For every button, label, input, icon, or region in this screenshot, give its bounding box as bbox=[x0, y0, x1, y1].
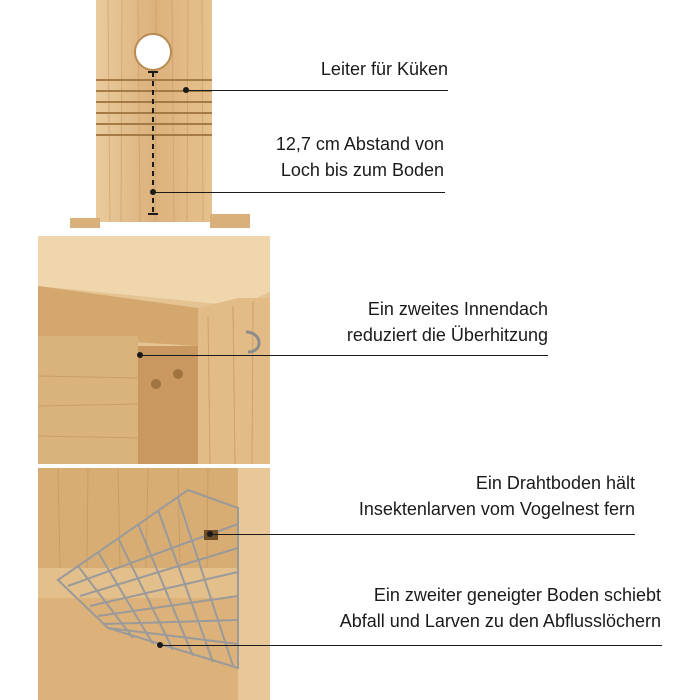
callout-text: Insektenlarven vom Vogelnest fern bbox=[358, 499, 635, 519]
callout-text: Loch bis zum Boden bbox=[280, 160, 444, 180]
callout-sloped-floor bbox=[340, 582, 661, 634]
photo-wire-floor-panel bbox=[38, 468, 270, 700]
callout-text: Leiter für Küken bbox=[320, 59, 448, 79]
leader-line bbox=[140, 355, 548, 356]
callout-text: 12,7 cm Abstand von bbox=[275, 134, 444, 154]
callout-chick-ladder bbox=[321, 56, 448, 82]
callout-text: Abfall und Larven zu den Abflusslöchern bbox=[339, 611, 661, 631]
leader-line bbox=[160, 645, 662, 646]
callout-text: Ein Drahtboden hält bbox=[475, 473, 635, 493]
leader-line bbox=[186, 90, 448, 91]
callout-wire-floor bbox=[359, 470, 635, 522]
callout-text: Ein zweiter geneigter Boden schiebt bbox=[373, 585, 661, 605]
leader-line bbox=[210, 534, 635, 535]
photo-front-panel bbox=[60, 0, 260, 228]
callout-hole-distance bbox=[276, 131, 444, 183]
callout-text: reduziert die Überhitzung bbox=[346, 325, 548, 345]
photo-inner-roof-panel bbox=[38, 236, 270, 464]
callout-text: Ein zweites Innendach bbox=[367, 299, 548, 319]
leader-line bbox=[153, 192, 445, 193]
callout-inner-roof bbox=[347, 296, 548, 348]
